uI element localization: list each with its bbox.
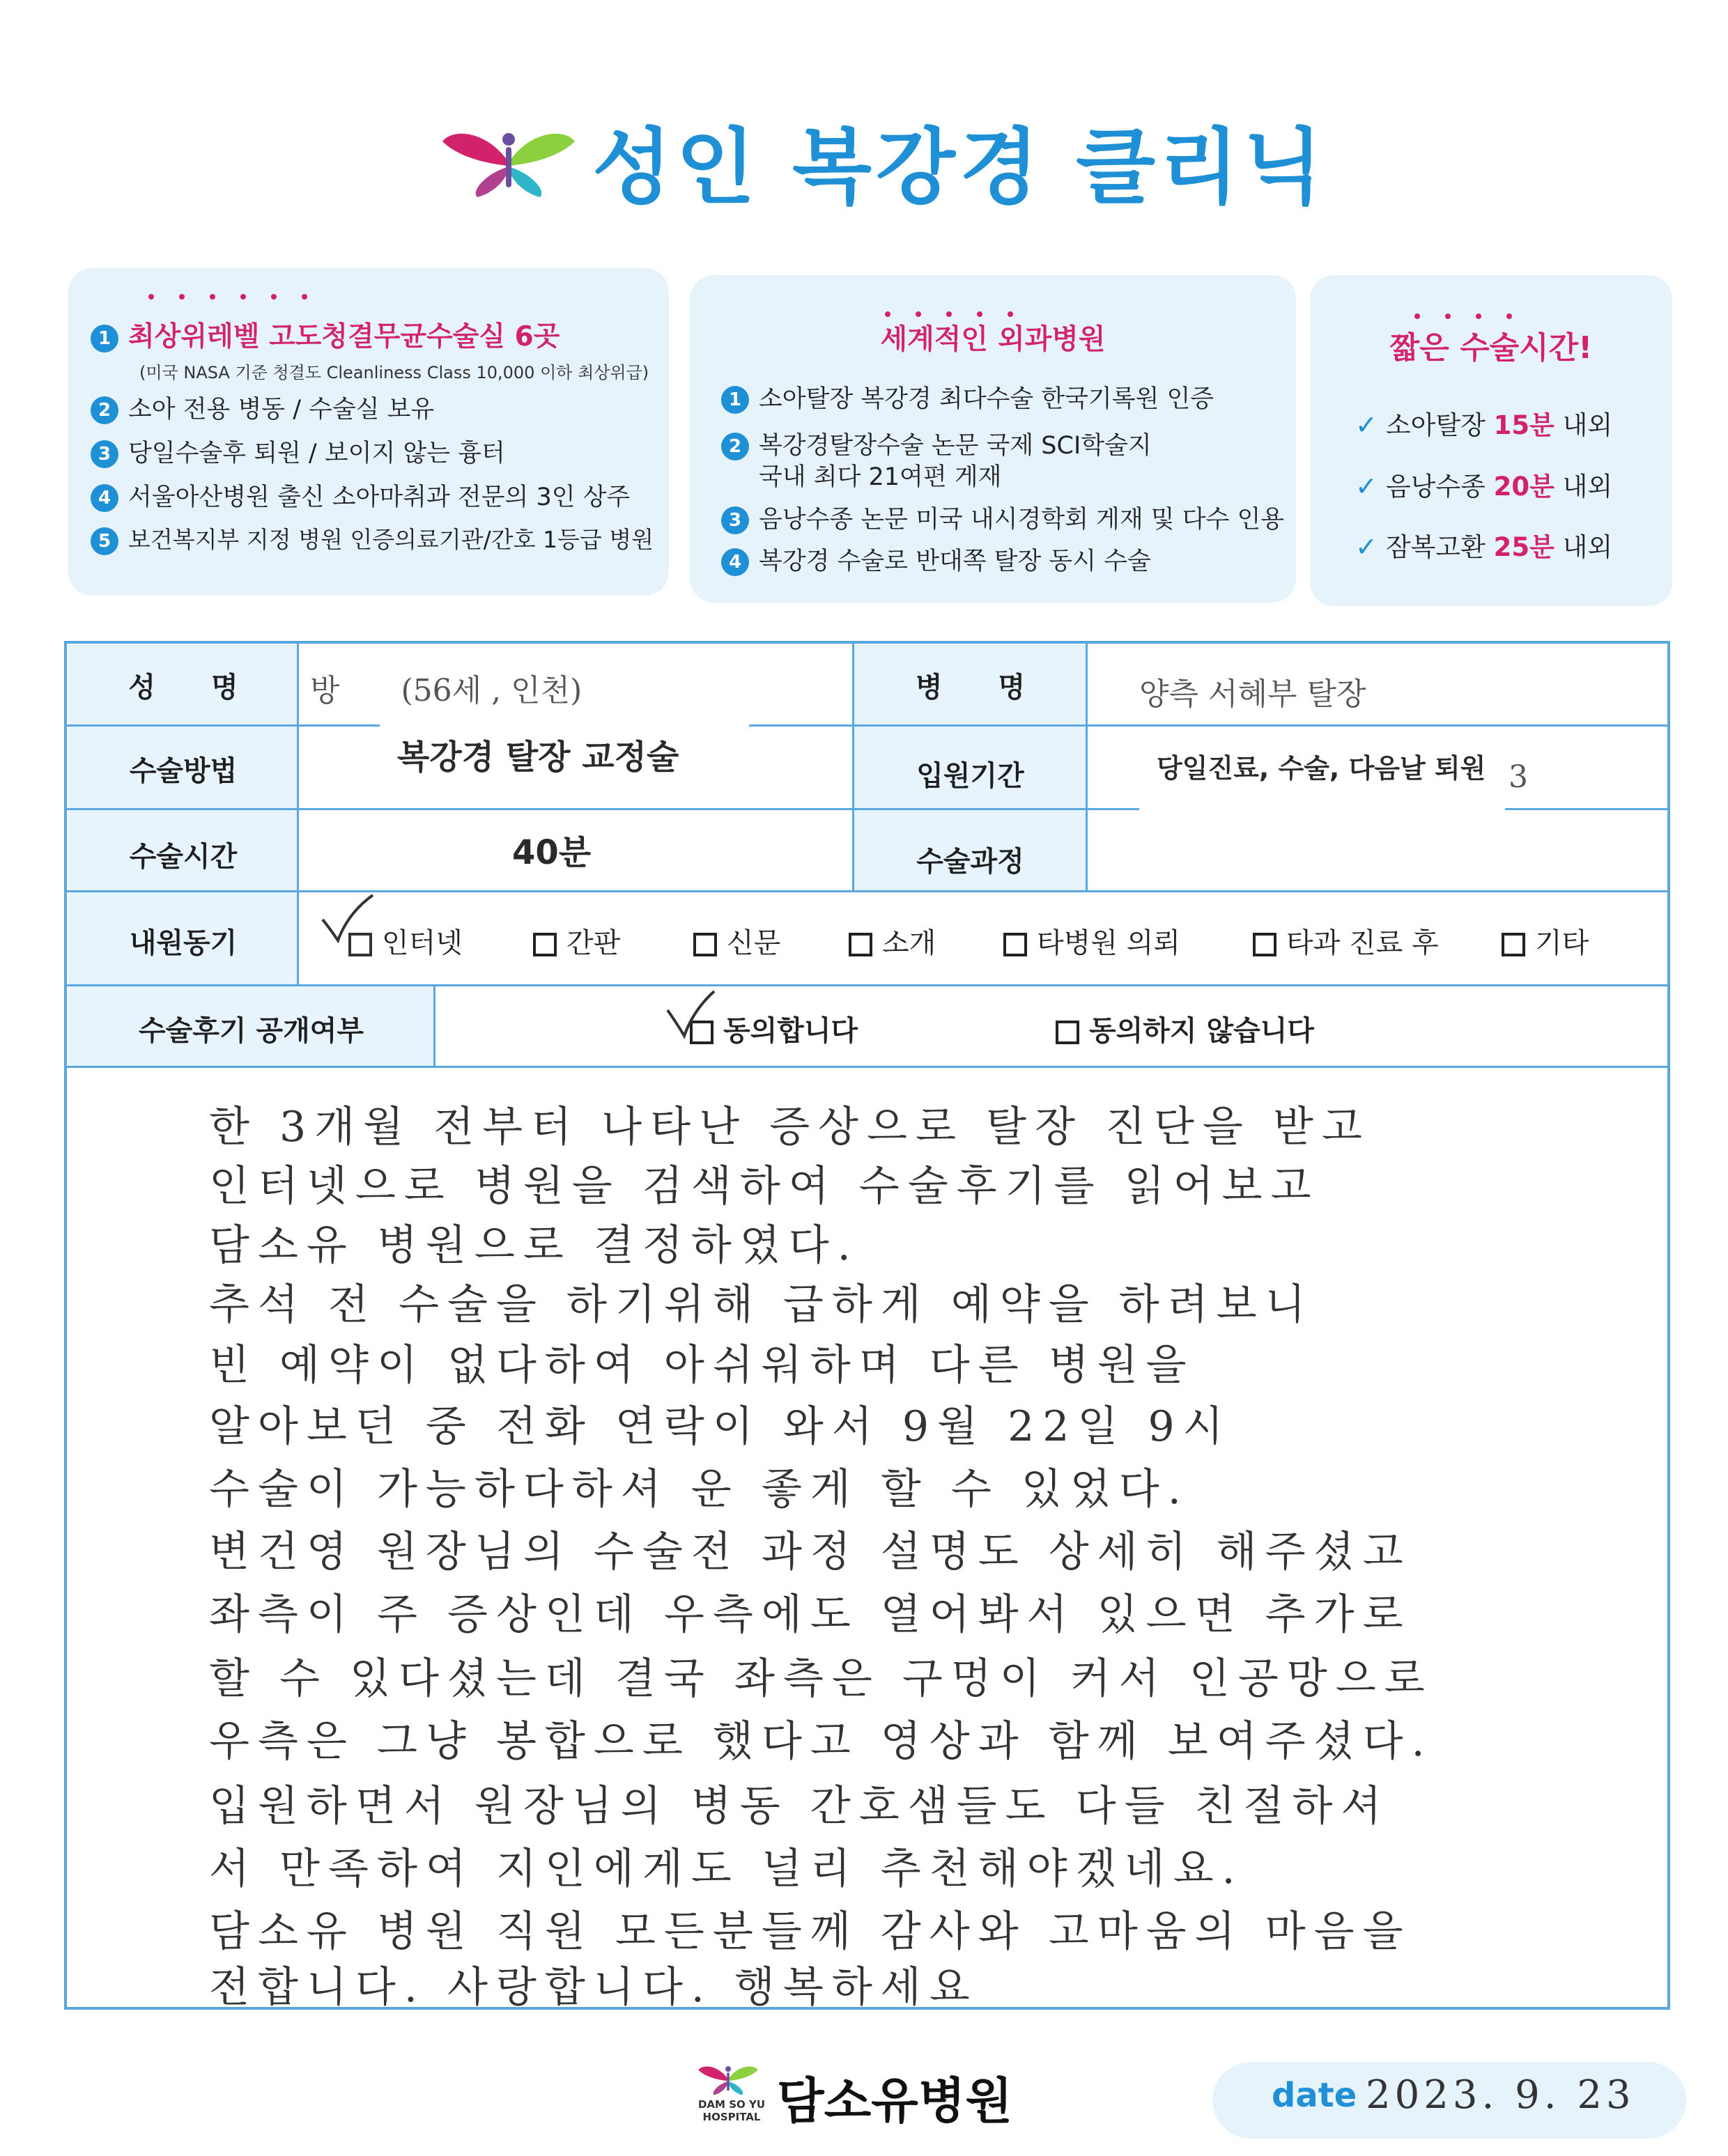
hospital-logo-icon: [697, 2058, 759, 2100]
table-divider: [64, 890, 1670, 892]
checkbox-icon[interactable]: [1003, 933, 1027, 956]
review-line: 인터넷으로 병원을 검색하여 수술후기를 읽어보고: [209, 1162, 1320, 1211]
stay-value: 당일진료, 수술, 다음날 퇴원: [1157, 753, 1486, 784]
process-label: 수술과정: [916, 846, 1024, 878]
stay-label: 입원기간: [916, 760, 1024, 792]
number-badge: 4: [91, 484, 118, 512]
time-label: 수술시간: [129, 841, 238, 873]
box-title: 세계적인 외과병원: [880, 323, 1106, 355]
date-value: 2023. 9. 23: [1366, 2072, 1635, 2118]
emphasis-dots: [1414, 309, 1537, 316]
review-line: 입원하면서 원장님의 병동 간호샘들도 다들 친절하셔: [209, 1782, 1390, 1831]
emphasis-dots: [885, 307, 1038, 313]
diagnosis-value: 양측 서혜부 탈장: [1139, 676, 1366, 712]
motive-option-other-hospital[interactable]: 타병원 의뢰: [1003, 921, 1180, 961]
method-value: 복강경 탈장 교정술: [397, 738, 679, 777]
world-item-2: 2 복강경탈장수술 논문 국제 SCI학술지: [721, 426, 1152, 461]
world-item-1: 1 소아탈장 복강경 최다수술 한국기록원 인증: [721, 380, 1214, 414]
butterfly-logo-icon: [439, 124, 578, 201]
checkbox-icon[interactable]: [533, 933, 557, 956]
facility-item-2: 2 소아 전용 병동 / 수술실 보유: [91, 390, 434, 425]
review-line: 알아보던 중 전화 연락이 와서 9월 22일 9시: [209, 1402, 1232, 1451]
number-badge: 1: [721, 386, 749, 414]
checkbox-icon[interactable]: [693, 933, 717, 956]
checkbox-icon[interactable]: [1502, 933, 1525, 956]
surgery-time-item-3: ✓ 잠복고환 25분 내외: [1355, 532, 1613, 562]
table-divider: [64, 984, 1670, 986]
check-icon: ✓: [1355, 471, 1378, 502]
motive-option-other-department[interactable]: 타과 진료 후: [1253, 921, 1439, 961]
facility-item-4: 4 서울아산병원 출신 소아마취과 전문의 3인 상주: [91, 478, 630, 513]
review-line: 우측은 그냥 봉합으로 했다고 영상과 함께 보여주셨다.: [209, 1717, 1433, 1766]
table-divider: [64, 1066, 1670, 1068]
number-badge: 2: [721, 433, 749, 460]
number-badge: 3: [91, 440, 118, 468]
number-badge: 3: [721, 506, 749, 534]
review-line: 전합니다. 사랑합니다. 행복하세요: [209, 1963, 978, 2012]
motive-option-referral[interactable]: 소개: [849, 921, 936, 961]
review-line: 한 3개월 전부터 나타난 증상으로 탈장 진단을 받고: [209, 1103, 1371, 1151]
review-line: 추석 전 수술을 하기위해 급하게 예약을 하려보니: [209, 1280, 1314, 1329]
review-line: 할 수 있다셨는데 결국 좌측은 구멍이 커서 인공망으로: [209, 1654, 1433, 1703]
handwritten-checkmark-icon: [317, 892, 380, 947]
facility-item-1: 1 최상위레벨 고도청결무균수술실 6곳: [91, 315, 560, 354]
table-divider: [64, 724, 1670, 727]
emphasis-dots: [148, 289, 332, 296]
facility-item-3: 3 당일수술후 퇴원 / 보이지 않는 흉터: [91, 434, 505, 469]
date-label: date: [1272, 2076, 1357, 2115]
hospital-name: 담소유병원: [777, 2072, 1013, 2130]
review-line: 서 만족하여 지인에게도 널리 추천해야겠네요.: [209, 1845, 1244, 1893]
stay-trailing-mark: 3: [1509, 759, 1528, 795]
consent-agree-option[interactable]: 동의합니다: [690, 1009, 858, 1048]
review-line: 수술이 가능하다하셔 운 좋게 할 수 있었다.: [209, 1465, 1189, 1514]
motive-label: 내원동기: [129, 927, 238, 959]
consent-label: 수술후기 공개여부: [138, 1015, 364, 1047]
review-line: 변건영 원장님의 수술전 과정 설명도 상세히 해주셨고: [209, 1528, 1412, 1576]
world-item-3: 3 음낭수종 논문 미국 내시경학회 게재 및 다수 인용: [721, 500, 1284, 535]
review-line: 빈 예약이 없다하여 아쉬워하며 다른 병원을: [209, 1341, 1195, 1390]
number-badge: 5: [91, 527, 118, 555]
page-title: 성인 복강경 클리닉: [592, 119, 1327, 215]
surgery-time-item-2: ✓ 음낭수종 20분 내외: [1355, 471, 1613, 502]
motive-option-etc[interactable]: 기타: [1502, 921, 1589, 961]
checkbox-icon[interactable]: [849, 933, 872, 956]
number-badge: 1: [91, 325, 118, 352]
checkbox-icon[interactable]: [1056, 1021, 1079, 1044]
box-title: 짧은 수술시간!: [1389, 330, 1593, 366]
patient-name-value: 방 (56세 , 인천): [310, 673, 583, 708]
motive-option-internet[interactable]: 인터넷: [348, 921, 463, 961]
review-line: 담소유 병원으로 결정하였다.: [209, 1221, 859, 1270]
facility-item-1-note: (미국 NASA 기준 청결도 Cleanliness Class 10,000 이하 최상위급): [139, 363, 649, 382]
surgery-time-value: 40분: [512, 833, 592, 872]
check-icon: ✓: [1355, 532, 1378, 562]
world-item-4: 4 복강경 수술로 반대쪽 탈장 동시 수술: [721, 542, 1151, 577]
checkbox-icon[interactable]: [1253, 933, 1276, 956]
review-line: 담소유 병원 직원 모든분들께 감사와 고마움의 마음을: [209, 1907, 1412, 1956]
consent-disagree-option[interactable]: 동의하지 않습니다: [1056, 1009, 1314, 1048]
motive-option-signboard[interactable]: 간판: [533, 921, 620, 961]
check-icon: ✓: [1355, 410, 1378, 440]
name-label: 성 명: [128, 672, 238, 704]
hospital-english-name: DAM SO YU HOSPITAL: [697, 2098, 766, 2123]
number-badge: 2: [91, 396, 118, 424]
diagnosis-label: 병 명: [915, 672, 1026, 704]
review-line: 좌측이 주 증상인데 우측에도 열어봐서 있으면 추가로: [209, 1590, 1412, 1639]
method-label: 수술방법: [129, 755, 238, 787]
handwritten-checkmark-icon: [662, 986, 725, 1041]
surgery-time-item-1: ✓ 소아탈장 15분 내외: [1355, 410, 1613, 440]
world-item-2-line2: 국내 최다 21여편 게재: [759, 463, 1002, 491]
facility-item-5: 5 보건복지부 지정 병원 인증의료기관/간호 1등급 병원: [91, 522, 654, 555]
number-badge: 4: [721, 548, 749, 576]
motive-option-newspaper[interactable]: 신문: [693, 921, 780, 961]
